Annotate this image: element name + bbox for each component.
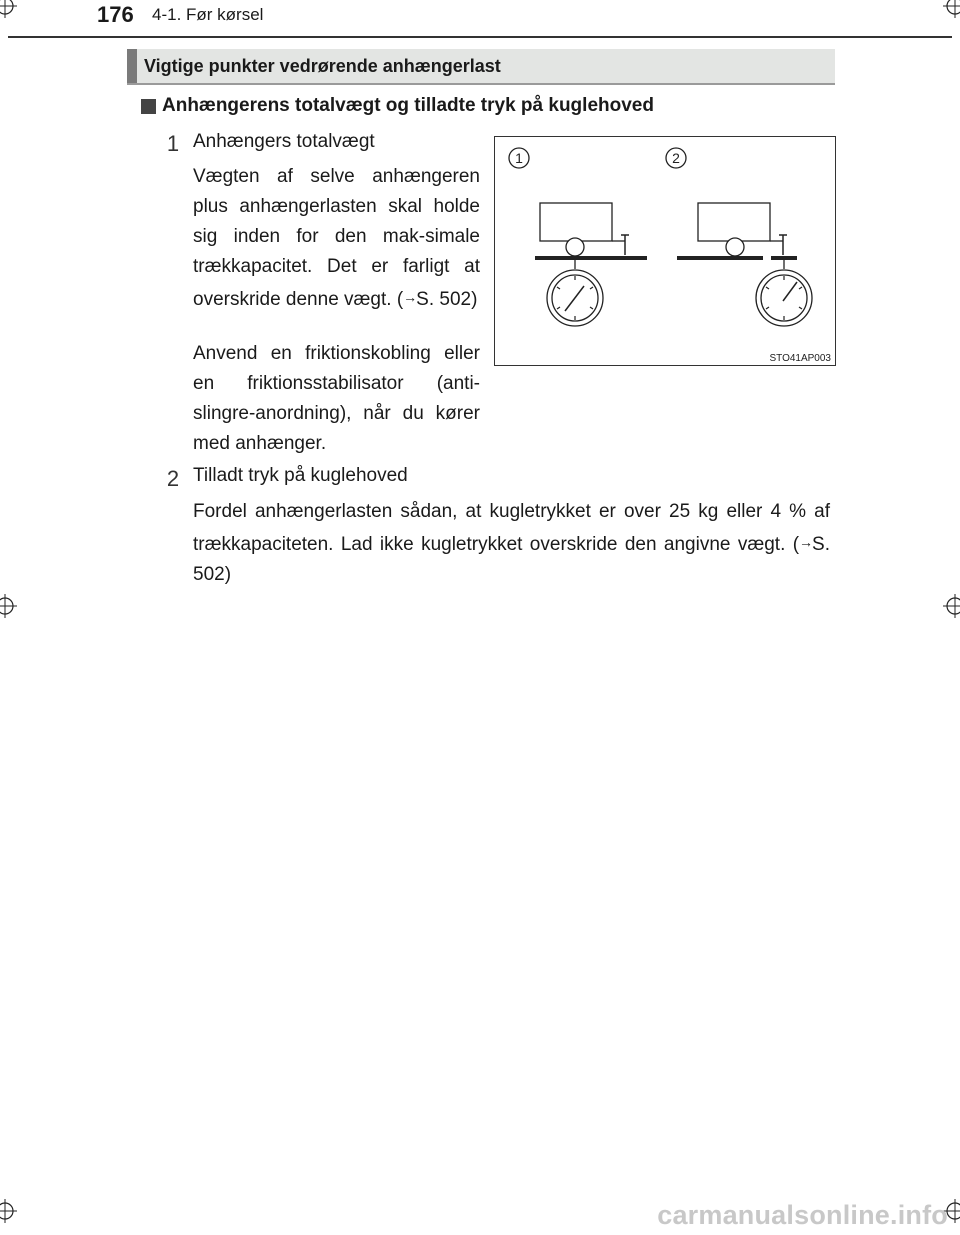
item-1-heading: Anhængers totalvægt <box>193 131 375 152</box>
number-marker-1 <box>161 131 185 155</box>
number-marker-2 <box>161 466 185 490</box>
banner-accent-bar <box>127 49 137 83</box>
trailer-diagram <box>495 137 835 365</box>
subsection-title: Anhængerens totalvægt og tilladte tryk på kuglehoved <box>162 95 654 116</box>
reference-arrow-icon: → <box>799 534 813 550</box>
section-banner <box>127 49 835 85</box>
number-2-label: 2 <box>166 466 180 490</box>
crop-mark-icon <box>943 594 960 618</box>
chapter-title: 4-1. Før kørsel <box>152 5 264 24</box>
number-1-label: 1 <box>166 131 180 155</box>
scale-gauge-icon <box>547 270 603 326</box>
item-2-paragraph-1-text: Fordel anhængerlasten sådan, at kugletrykket er over 25 kg eller 4 % af trækkapaciteten. Lad ikke kugletrykket overskride den angivne vægt. ( <box>193 501 830 555</box>
item-1-paragraph-2: Anvend en friktionskobling eller en friktionsstabilisator (anti-slingre-anordning), når du kører med anhænger. <box>193 343 480 454</box>
crop-mark-icon <box>0 1199 17 1223</box>
trailer-icon <box>698 203 783 256</box>
item-1-paragraph-1 <box>193 162 480 315</box>
tow-hitch-icon <box>621 235 629 255</box>
page-reference-link[interactable]: S. 502) <box>416 289 478 310</box>
item-2-paragraph-1 <box>193 497 830 590</box>
number-1-icon <box>161 131 185 155</box>
square-bullet-icon <box>141 99 156 114</box>
crop-mark-icon <box>943 0 960 18</box>
number-2-icon <box>161 466 185 490</box>
figure-label-1: 1 <box>515 150 523 166</box>
scale-gauge-icon <box>756 270 812 326</box>
watermark[interactable]: carmanualsonline.info <box>657 1200 948 1230</box>
trailer-weight-figure <box>494 136 836 366</box>
page-number: 176 <box>97 2 134 27</box>
crop-mark-icon <box>0 594 17 618</box>
figure-label-2: 2 <box>672 150 680 166</box>
section-title: Vigtige punkter vedrørende anhængerlast <box>144 56 501 76</box>
tow-hitch-icon <box>779 235 787 255</box>
page-reference-link[interactable]: S. 502) <box>193 534 830 585</box>
figure-code: STO41AP003 <box>769 353 831 364</box>
reference-arrow-icon: → <box>403 289 417 305</box>
item-2-heading: Tilladt tryk på kuglehoved <box>193 465 408 486</box>
trailer-icon <box>540 203 625 256</box>
item-1-paragraph-1-text: Vægten af selve anhængeren plus anhængerlasten skal holde sig inden for den mak-simale trækkapacitet. Det er farligt at overskride denne vægt. ( <box>193 166 480 310</box>
header-divider <box>8 36 952 38</box>
crop-mark-icon <box>0 0 17 18</box>
